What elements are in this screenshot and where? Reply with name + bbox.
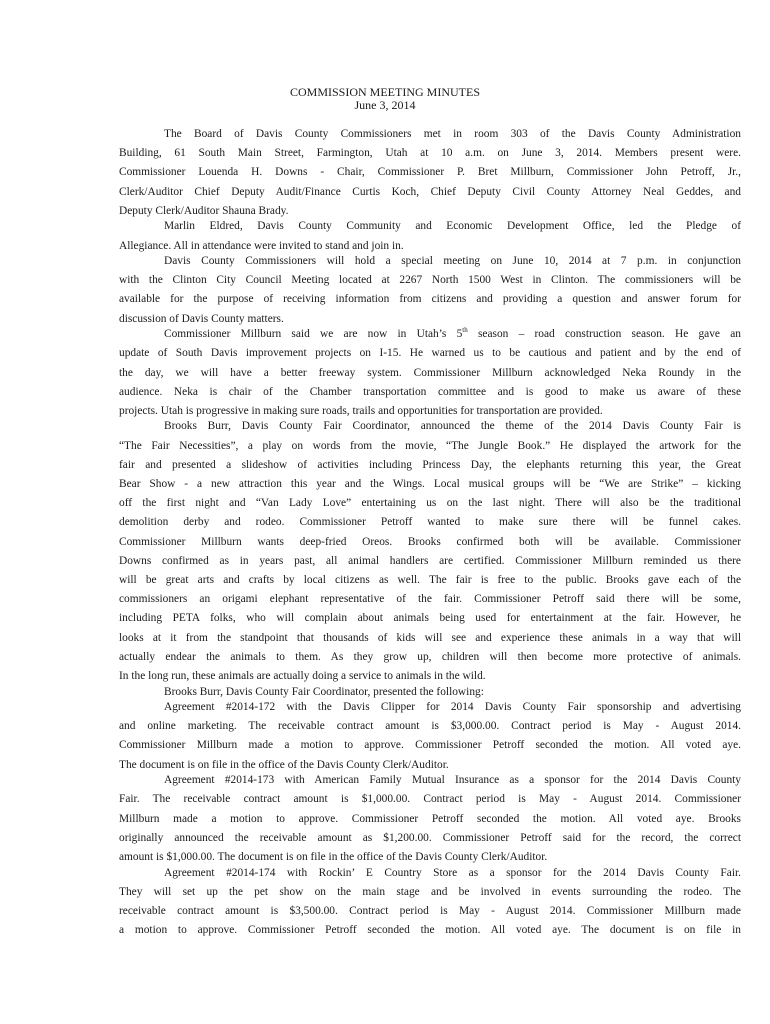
minutes-paragraph bbox=[119, 325, 741, 417]
paragraph-line: audience. Neka is chair of the Chamber transportation committee and is good to make us aware of these bbox=[119, 385, 741, 398]
document-title: COMMISSION MEETING MINUTES bbox=[289, 85, 480, 99]
paragraph-line: Commissioner Millburn wants deep-fried Oreos. Brooks confirmed both will be available. Commissioner bbox=[119, 535, 741, 548]
paragraph-line: will be great arts and crafts by local citizens as well. The fair is free to the public. Brooks gave each of the bbox=[119, 574, 741, 587]
minutes-paragraph bbox=[119, 125, 741, 217]
paragraph-line: off the first night and “Van Lady Love” entertaining us on the last night. There will also be the traditional bbox=[119, 497, 741, 510]
paragraph-line: looks at it from the standpoint that thousands of kids will see and experience these animals in a way that will bbox=[119, 631, 741, 644]
paragraph-line: fair and presented a slideshow of activities including Princess Day, the elephants returning this year, the Great bbox=[119, 458, 741, 471]
paragraph-line: Building, 61 South Main Street, Farmington, Utah at 10 a.m. on June 3, 2014. Members present were. bbox=[119, 147, 741, 160]
paragraph-line: Marlin Eldred, Davis County Community and Economic Development Office, led the Pledge of bbox=[164, 220, 741, 233]
paragraph-line bbox=[119, 325, 741, 344]
paragraph-line: Commissioner Millburn made a motion to approve. Commissioner Petroff seconded the motion. All voted aye. bbox=[119, 739, 741, 752]
paragraph-line: a motion to approve. Commissioner Petroff seconded the motion. All voted aye. The document is on file in bbox=[119, 924, 741, 937]
paragraph-line: discussion of Davis County matters. bbox=[119, 312, 284, 325]
minutes-paragraph bbox=[119, 864, 741, 941]
paragraph-line: Bear Show - a new attraction this year and the Wings. Local musical groups will be “We are Strike” – kicking bbox=[119, 478, 741, 491]
minutes-paragraph bbox=[119, 217, 741, 252]
paragraph-line: including PETA folks, who will complain about animals being used for entertainment at the fair. However, he bbox=[119, 612, 741, 625]
paragraph-line: Deputy Clerk/Auditor Shauna Brady. bbox=[119, 204, 289, 217]
paragraph-line: projects. Utah is progressive in making sure roads, trails and opportunities for transportation are provided. bbox=[119, 404, 603, 417]
paragraph-line: Brooks Burr, Davis County Fair Coordinator, announced the theme of the 2014 Davis County Fair is bbox=[164, 420, 741, 433]
line-text: season – road construction season. He gave an bbox=[467, 328, 741, 341]
paragraph-line: Downs confirmed as in years past, all animal handlers are certified. Commissioner Millburn reminded us there bbox=[119, 554, 741, 567]
paragraph-line: Agreement #2014-173 with American Family Mutual Insurance as a sponsor for the 2014 Davis County bbox=[164, 774, 741, 787]
minutes-paragraph bbox=[119, 417, 741, 682]
paragraph-line: The document is on file in the office of the Davis County Clerk/Auditor. bbox=[119, 758, 449, 771]
paragraph-line: Millburn made a motion to approve. Commissioner Petroff seconded the motion. All voted aye. Brooks bbox=[119, 812, 741, 825]
paragraph-line: available for the purpose of receiving information from citizens and providing a question and answer forum for bbox=[119, 293, 741, 306]
paragraph-line: The Board of Davis County Commissioners met in room 303 of the Davis County Administration bbox=[164, 128, 741, 140]
paragraph-line: Commissioner Louenda H. Downs - Chair, Commissioner P. Bret Millburn, Commissioner John Petroff, Jr., bbox=[119, 166, 741, 179]
paragraph-line: Clerk/Auditor Chief Deputy Audit/Finance Curtis Koch, Chief Deputy Civil County Attorney Neal Geddes, and bbox=[119, 185, 741, 198]
line-text: Commissioner Millburn said we are now in Utah’s 5 bbox=[164, 328, 463, 341]
paragraph-line: receivable contract amount is $3,500.00. Contract period is May - August 2014. Commissioner Millburn made bbox=[119, 904, 741, 917]
minutes-paragraph bbox=[119, 252, 741, 325]
minutes-paragraph bbox=[119, 698, 741, 771]
ordinal-superscript: th bbox=[462, 326, 468, 335]
paragraph-line: Agreement #2014-172 with the Davis Clipper for 2014 Davis County Fair sponsorship and advertising bbox=[164, 701, 741, 714]
paragraph-line: commissioners an origami elephant representative of the fair. Commissioner Petroff said there will be some, bbox=[119, 593, 741, 606]
paragraph-line: Agreement #2014-174 with Rockin’ E Country Store as a sponsor for the 2014 Davis County Fair. bbox=[164, 866, 741, 879]
paragraph-line: demolition derby and rodeo. Commissioner Petroff wanted to make sure there will be funnel cakes. bbox=[119, 516, 741, 529]
paragraph-line: the day, we will have a better freeway system. Commissioner Millburn acknowledged Neka Roundy in the bbox=[119, 366, 741, 379]
paragraph-line: “The Fair Necessities”, a play on words from the movie, “The Jungle Book.” He displayed the artwork for the bbox=[119, 439, 741, 452]
paragraph-line: Allegiance. All in attendance were invited to stand and join in. bbox=[119, 239, 404, 252]
paragraph-line: actually endear the animals to them. As they grow up, children will then become more protective of animals. bbox=[119, 650, 741, 663]
paragraph-line: with the Clinton City Council Meeting located at 2267 North 1500 West in Clinton. The commissioners will be bbox=[119, 274, 741, 287]
paragraph-line: update of South Davis improvement projects on I-15. He warned us to be cautious and patient and by the end of bbox=[119, 347, 741, 360]
paragraph-line: They will set up the pet show on the main stage and be involved in events surrounding the rodeo. The bbox=[119, 885, 741, 898]
minutes-paragraph bbox=[119, 683, 741, 699]
paragraph-line: amount is $1,000.00. The document is on file in the office of the Davis County Clerk/Auditor. bbox=[119, 851, 548, 863]
paragraph-line: Brooks Burr, Davis County Fair Coordinator, presented the following: bbox=[164, 685, 484, 698]
paragraph-line: Fair. The receivable contract amount is $1,000.00. Contract period is May - August 2014. Commissioner bbox=[119, 793, 741, 806]
paragraph-line: and online marketing. The receivable contract amount is $3,000.00. Contract period is May - August 2014. bbox=[119, 720, 741, 733]
meeting-date: June 3, 2014 bbox=[354, 98, 416, 112]
minutes-paragraph bbox=[119, 771, 741, 863]
minutes-body bbox=[119, 125, 741, 940]
paragraph-line: In the long run, these animals are actually doing a service to animals in the wild. bbox=[119, 670, 486, 683]
paragraph-line: originally announced the receivable amount as $1,200.00. Commissioner Petroff said for the record, the correct bbox=[119, 831, 741, 844]
paragraph-line: Davis County Commissioners will hold a special meeting on June 10, 2014 at 7 p.m. in conjunction bbox=[164, 255, 741, 268]
